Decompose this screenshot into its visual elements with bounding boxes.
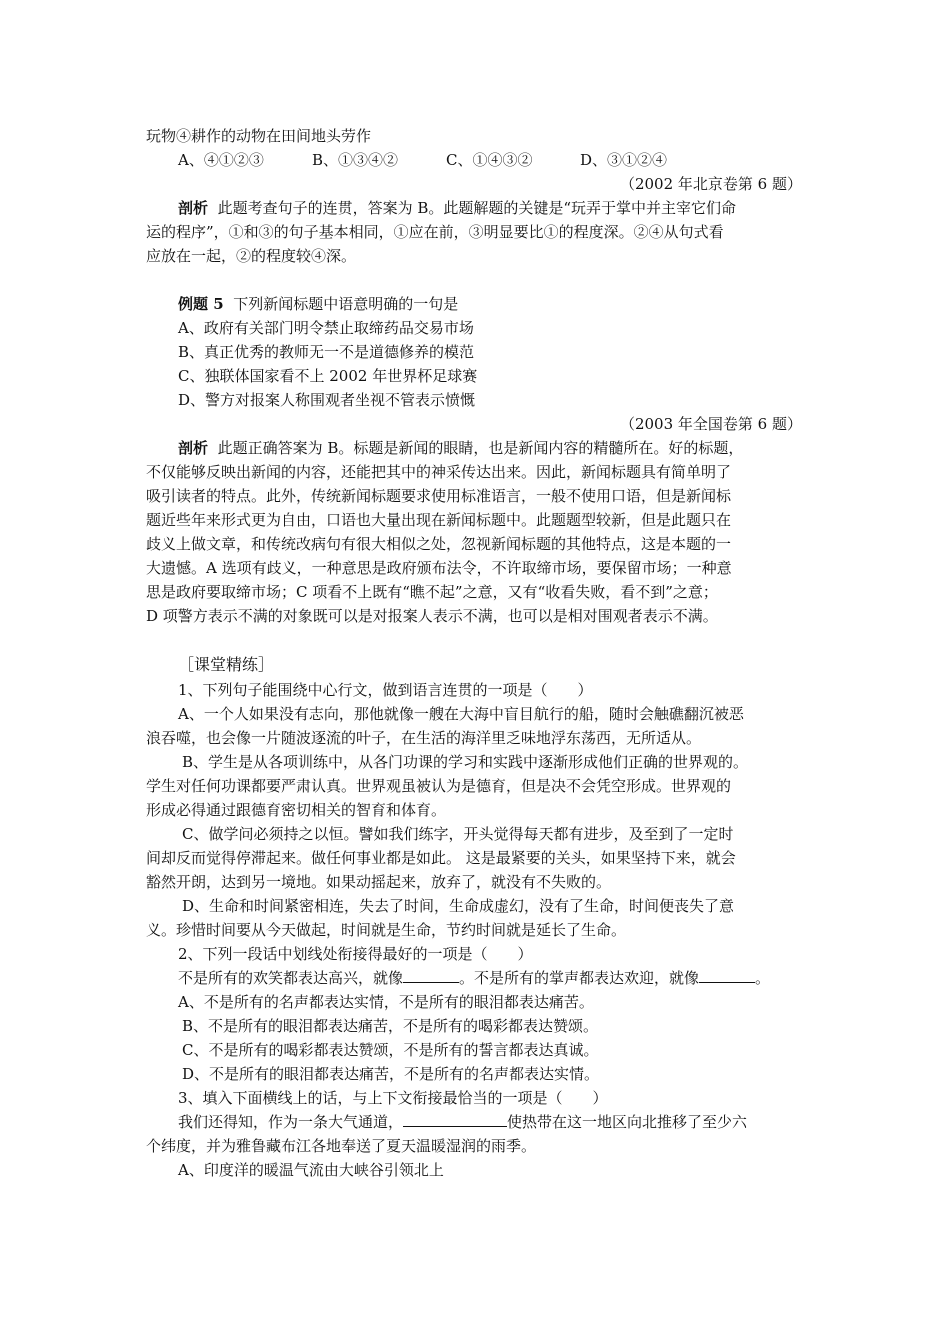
q4-option-a: A、④①②③	[178, 151, 264, 169]
q4-analysis-label: 剖析	[178, 199, 209, 217]
p2-passage	[146, 966, 814, 990]
q4-option-d: D、③①②④	[580, 151, 668, 169]
p1-option-b-cont: 学生对任何功课都要严肃认真。世界观虽被认为是德育，但是决不会凭空形成。世界观的	[146, 777, 732, 795]
p1-option-b-cont: 形成必得通过跟德育密切相关的智育和体育。	[146, 801, 447, 819]
q5-option-a: A、政府有关部门明令禁止取缔药品交易市场	[178, 319, 474, 337]
p2-option-a: A、不是所有的名声都表达实情，不是所有的眼泪都表达痛苦。	[178, 993, 594, 1011]
q5-analysis-line: 思是政府要取缔市场；C 项看不上既有“瞧不起”之意，又有“收看失败，看不到”之意；	[146, 583, 718, 601]
q5-label: 例题 5	[178, 295, 224, 313]
p2-blank-2	[699, 966, 755, 983]
p3-text-part: 使热带在这一地区向北推移了至少六	[507, 1113, 748, 1131]
q5-analysis-line: 歧义上做文章，和传统改病句有很大相似之处，忽视新闻标题的其他特点，这是本题的一	[146, 535, 732, 553]
q5-analysis-line: 大遗憾。A 选项有歧义，一种意思是政府颁布法令，不许取缔市场，要保留市场；一种意	[146, 559, 732, 577]
p3-passage-cont: 个纬度，并为雅鲁藏布江各地奉送了夏天温暖湿润的雨季。	[146, 1137, 537, 1155]
p3-option-a: A、印度洋的暖温气流由大峡谷引领北上	[178, 1161, 444, 1179]
q5-analysis-line: 不仅能够反映出新闻的内容，还能把其中的神采传达出来。因此，新闻标题具有简单明了	[146, 463, 732, 481]
q4-stem-tail: 玩物④耕作的动物在田间地头劳作	[146, 127, 372, 145]
q5-option-b: B、真正优秀的教师无一不是道德修养的模范	[178, 343, 475, 361]
q4-analysis-text: 此题考查句子的连贯，答案为 B。此题解题的关键是“玩弄于掌中并主宰它们命	[217, 199, 737, 217]
p2-text-part: 不是所有的欢笑都表达高兴，就像	[178, 969, 404, 987]
p1-option-b: B、学生是从各项训练中，从各门功课的学习和实践中逐渐形成他们正确的世界观的。	[182, 753, 749, 771]
p1-option-d: D、生命和时间紧密相连，失去了时间，生命成虚幻，没有了生命，时间便丧失了意	[182, 897, 735, 915]
q4-option-c: C、①④③②	[446, 151, 533, 169]
p3-text-part: 我们还得知，作为一条大气通道，	[178, 1113, 404, 1131]
q5-stem-text: 下列新闻标题中语意明确的一句是	[233, 295, 459, 313]
p2-text-part: 。	[755, 969, 771, 987]
p2-option-c: C、不是所有的喝彩都表达赞颂，不是所有的誓言都表达真诚。	[182, 1041, 599, 1059]
p3-passage	[146, 1110, 814, 1134]
q4-analysis-line: 应放在一起，②的程度较④深。	[146, 247, 357, 265]
q5-analysis-line	[146, 436, 814, 460]
p1-option-a: A、一个人如果没有志向，那他就像一艘在大海中盲目航行的船，随时会触礁翻沉被恶	[178, 705, 744, 723]
q4-analysis-line: 运的程序”，①和③的句子基本相同，①应在前，③明显要比①的程度深。②④从句式看	[146, 223, 724, 241]
p1-option-c-cont: 间却反而觉得停滞起来。做任何事业都是如此。 这是最紧要的关头，如果坚持下来，就会	[146, 849, 736, 867]
p1-option-c: C、做学问必须持之以恒。譬如我们练字，开头觉得每天都有进步，及至到了一定时	[182, 825, 734, 843]
p2-text-part: 。不是所有的掌声都表达欢迎，就像	[459, 969, 700, 987]
q5-analysis-line: 题近些年来形式更为自由，口语也大量出现在新闻标题中。此题题型较新，但是此题只在	[146, 511, 732, 529]
q5-option-d: D、警方对报案人称围观者坐视不管表示愤慨	[178, 391, 476, 409]
p1-option-a-cont: 浪吞噬，也会像一片随波逐流的叶子，在生活的海洋里乏味地浮东荡西，无所适从。	[146, 729, 702, 747]
q5-analysis-label: 剖析	[178, 439, 209, 457]
p1-option-d-cont: 义。珍惜时间要从今天做起，时间就是生命，节约时间就是延长了生命。	[146, 921, 627, 939]
practice-section-title: ［课堂精练］	[178, 655, 275, 674]
p1-option-c-cont: 豁然开朗，达到另一境地。如果动摇起来，放弃了，就没有不失败的。	[146, 873, 612, 891]
q5-analysis-line: D 项警方表示不满的对象既可以是对报案人表示不满，也可以是相对围观者表示不满。	[146, 607, 718, 625]
p3-stem: 3、填入下面横线上的话，与上下文衔接最恰当的一项是（ ）	[178, 1089, 608, 1107]
p2-blank-1	[403, 966, 459, 983]
q5-analysis-line: 吸引读者的特点。此外，传统新闻标题要求使用标准语言，一般不使用口语，但是新闻标	[146, 487, 732, 505]
q4-analysis-line	[146, 196, 814, 220]
p3-blank	[403, 1110, 507, 1127]
q4-source: （2002 年北京卷第 6 题）	[619, 175, 802, 193]
q5-source: （2003 年全国卷第 6 题）	[619, 415, 802, 433]
q4-option-b: B、①③④②	[312, 151, 399, 169]
p2-stem: 2、下列一段话中划线处衔接得最好的一项是（ ）	[178, 945, 533, 963]
q5-stem	[146, 292, 814, 316]
document-body	[146, 124, 814, 1182]
q5-analysis-text: 此题正确答案为 B。标题是新闻的眼睛，也是新闻内容的精髓所在。好的标题，	[217, 439, 744, 457]
p2-option-b: B、不是所有的眼泪都表达痛苦，不是所有的喝彩都表达赞颂。	[182, 1017, 599, 1035]
p2-option-d: D、不是所有的眼泪都表达痛苦，不是所有的名声都表达实情。	[182, 1065, 600, 1083]
p1-stem: 1、下列句子能围绕中心行文，做到语言连贯的一项是（ ）	[178, 681, 593, 699]
q5-option-c: C、独联体国家看不上 2002 年世界杯足球赛	[178, 367, 478, 385]
q4-options	[146, 148, 814, 172]
